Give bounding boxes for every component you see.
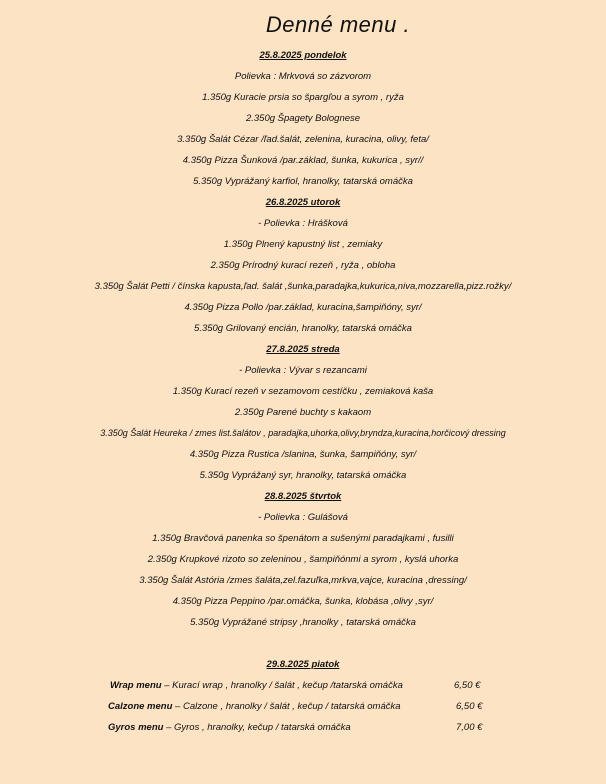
combo-menu-desc: – Calzone , hranolky / šalát , kečup / tatarská omáčka [175, 701, 401, 712]
combo-menu-name: Calzone menu [108, 701, 173, 712]
combo-menu-price: 7,00 € [456, 722, 483, 733]
menu-item: 1.350g Kurací rezeň v sezamovom cestíčku , zemiaková kaša [172, 386, 434, 397]
menu-item: 2.350g Prírodný kurací rezeň , ryža , obloha [210, 260, 396, 271]
menu-item: 2.350g Špagety Bolognese [245, 113, 361, 124]
combo-menu-row [110, 680, 403, 691]
combo-menu-row [108, 722, 351, 733]
combo-menu-name: Wrap menu [110, 680, 162, 691]
day-date: 28.8.2025 štvrtok [264, 491, 342, 502]
menu-item: 5.350g Vyprážané stripsy ,hranolky , tatarská omáčka [190, 617, 416, 628]
menu-item: - Polievka : Vývar s rezancami [239, 365, 367, 376]
day-date: 29.8.2025 piatok [266, 659, 340, 670]
combo-menu-row [108, 701, 401, 712]
menu-item: 4.350g Pizza Peppino /par.omáčka, šunka, klobása ,olivy ,syr/ [172, 596, 434, 607]
menu-item: Polievka : Mrkvová so zázvorom [234, 71, 372, 82]
day-date: 25.8.2025 pondelok [259, 50, 347, 61]
menu-item: 3.350g Šalát Astória /zmes šaláta,zel.fazuľka,mrkva,vajce, kuracina ,dressing/ [139, 575, 467, 586]
menu-item: 5.350g Grilovaný encián, hranolky, tatarská omáčka [194, 323, 412, 334]
menu-item: 1.350g Kuracie prsia so špargľou a syrom , ryža [202, 92, 404, 103]
menu-item: 4.350g Pizza Rustica /slanina, šunka, šampiňóny, syr/ [189, 449, 417, 460]
menu-item: 1.350g Plnený kapustný list , zemiaky [223, 239, 383, 250]
day-date: 26.8.2025 utorok [265, 197, 341, 208]
combo-menu-desc: – Gyros , hranolky, kečup / tatarská omáčka [166, 722, 351, 733]
menu-item: 3.350g Šalát Cézar /ľad.šalát, zelenina, kuracina, olivy, feta/ [177, 134, 429, 145]
menu-item: 4.350g Pizza Pollo /par.základ, kuracina,šampiňóny, syr/ [184, 302, 422, 313]
menu-item: 3.350g Šalát Petti / čínska kapusta,ľad. šalát ,šunka,paradajka,kukurica,niva,mozzarella,pizz.rožky/ [94, 281, 512, 292]
menu-item: 5.350g Vyprážaný karfiol, hranolky, tatarská omáčka [193, 176, 413, 187]
menu-item: - Polievka : Gulášová [258, 512, 348, 523]
menu-item: 2.350g Krupkové rizoto so zeleninou , šampiňónmi a syrom , kyslá uhorka [147, 554, 459, 565]
combo-menu-desc: – Kurací wrap , hranolky / šalát , kečup /tatarská omáčka [164, 680, 403, 691]
page-title: Denné menu . [265, 12, 411, 37]
menu-item: 3.350g Šalát Heureka / zmes list.šalátov , paradajka,uhorka,olivy,bryndza,kuracina,horčicový dressing [100, 428, 506, 438]
combo-menu-name: Gyros menu [108, 722, 164, 733]
menu-item: 1.350g Bravčová panenka so špenátom a sušenými paradajkami , fusilli [152, 533, 454, 544]
menu-item: 5.350g Vyprážaný syr, hranolky, tatarská omáčka [199, 470, 407, 481]
menu-item: 4.350g Pizza Šunková /par.základ, šunka, kukurica , syr// [182, 155, 424, 166]
menu-item: - Polievka : Hrášková [258, 218, 348, 229]
combo-menu-price: 6,50 € [454, 680, 481, 691]
menu-item: 2.350g Parené buchty s kakaom [234, 407, 372, 418]
day-date: 27.8.2025 streda [266, 344, 340, 355]
combo-menu-price: 6,50 € [456, 701, 483, 712]
